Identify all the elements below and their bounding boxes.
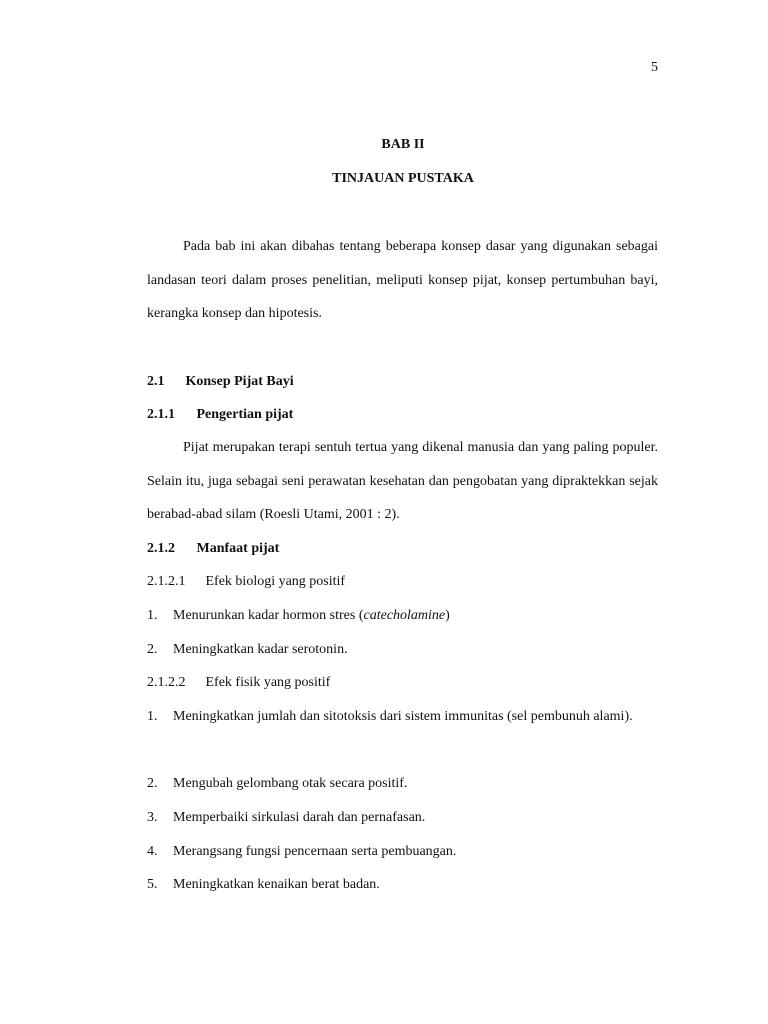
list-text: Mengubah gelombang otak secara positif. — [173, 776, 408, 791]
list-item — [147, 700, 658, 734]
list-item — [147, 633, 658, 667]
section-number: 2.1.1 — [147, 407, 175, 422]
list-item — [147, 835, 658, 869]
section-number: 2.1 — [147, 374, 165, 389]
page-number: 5 — [651, 60, 658, 75]
section-2-1-1-heading — [147, 405, 658, 425]
list-number: 4. — [147, 844, 158, 859]
section-2-1-2-heading — [147, 539, 658, 559]
list-text: Merangsang fungsi pencernaan serta pembuangan. — [173, 844, 457, 859]
section-title: Pengertian pijat — [196, 407, 294, 422]
list-number: 2. — [147, 776, 158, 791]
list-text: Menurunkan kadar hormon stres (catecholamine) — [173, 608, 450, 623]
list-number: 1. — [147, 608, 158, 623]
list-number: 2. — [147, 642, 158, 657]
subsection-number: 2.1.2.1 — [147, 574, 186, 589]
chapter-label: BAB II — [381, 137, 425, 152]
list-text: Meningkatkan jumlah dan sitotoksis dari sistem immunitas (sel pembunuh alami). — [173, 709, 633, 724]
subsection-number: 2.1.2.2 — [147, 675, 186, 690]
list-item — [147, 599, 658, 633]
intro-paragraph: Pada bab ini akan dibahas tentang beberapa konsep dasar yang digunakan sebagai landasan teori dalam proses penelitian, meliputi konsep pijat, konsep pertumbuhan bayi, kerangka konsep dan hipotesis. — [147, 239, 658, 321]
section-2-1-heading — [147, 372, 658, 392]
list-number: 3. — [147, 810, 158, 825]
list-number: 1. — [147, 709, 158, 724]
subsection-2-1-2-1 — [147, 572, 658, 592]
list-item — [147, 767, 658, 801]
list-item — [147, 801, 658, 835]
section-title: Konsep Pijat Bayi — [185, 374, 294, 389]
subsection-title: Efek fisik yang positif — [205, 675, 331, 690]
subsection-2-1-2-2 — [147, 673, 658, 693]
list-text: Meningkatkan kadar serotonin. — [173, 642, 348, 657]
list-text: Memperbaiki sirkulasi darah dan pernafasan. — [173, 810, 426, 825]
subsection-title: Efek biologi yang positif — [205, 574, 346, 589]
list-number: 5. — [147, 877, 158, 892]
pengertian-paragraph: Pijat merupakan terapi sentuh tertua yang dikenal manusia dan yang paling populer. Selain itu, juga sebagai seni perawatan kesehatan dan pengobatan yang dipraktekkan sejak berabad-abad silam (Roesli Utami, 2001 : 2). — [147, 440, 658, 522]
section-title: Manfaat pijat — [196, 541, 280, 556]
list-item — [147, 868, 658, 902]
list-text: Meningkatkan kenaikan berat badan. — [173, 877, 380, 892]
section-number: 2.1.2 — [147, 541, 175, 556]
chapter-title: TINJAUAN PUSTAKA — [332, 171, 474, 186]
